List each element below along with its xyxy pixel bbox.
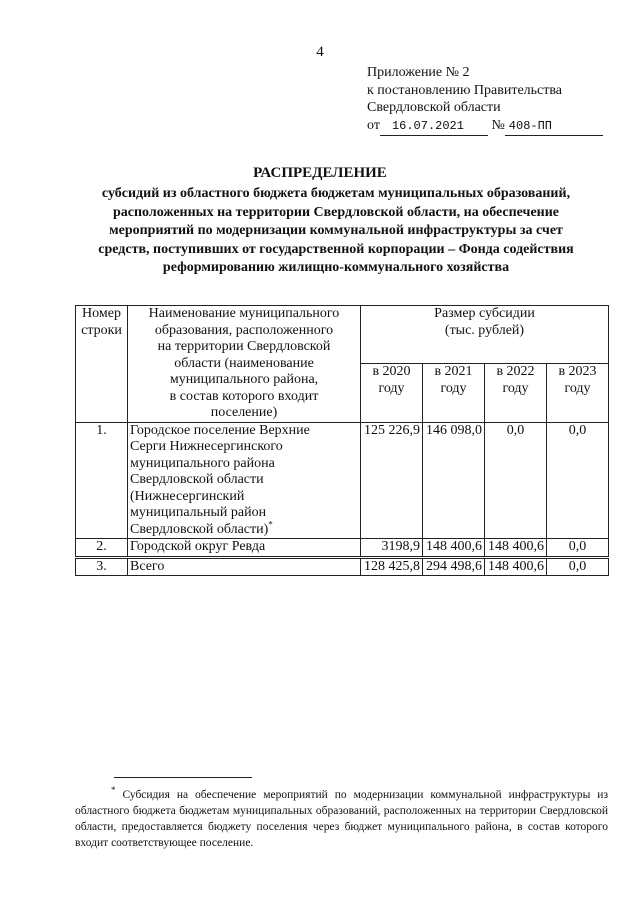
footnote-separator — [114, 777, 252, 778]
footnote-mark: * — [111, 785, 116, 796]
number-label: № — [491, 117, 505, 133]
header-municipality-name: Наименование муниципального образования, расположенного на территории Свердловской области (наименование муниципального района, в состав которого входит поселение) — [128, 306, 361, 423]
resolution-number: 408-ПП — [505, 118, 603, 137]
value-2020: 125 226,9 — [361, 422, 423, 539]
value-2022: 0,0 — [485, 422, 547, 539]
resolution-date: 16.07.2021 — [380, 118, 488, 137]
row-number: 1. — [76, 422, 128, 539]
header-year-2021: в 2021 году — [423, 364, 485, 422]
table-row — [76, 422, 609, 539]
subsidy-table — [75, 305, 609, 576]
header-row-number: Номер строки — [76, 306, 128, 423]
row-number: 3. — [76, 557, 128, 576]
appendix-line-1: Приложение № 2 — [367, 65, 470, 80]
value-2023: 0,0 — [547, 539, 609, 558]
appendix-date-number — [367, 117, 603, 137]
header-year-2020: в 2020 году — [361, 364, 423, 422]
value-2020: 128 425,8 — [361, 557, 423, 576]
row-municipality-name: Городское поселение Верхние Серги Нижнесергинского муниципального района Свердловской области (Нижнесергинский муниципальный район Свердловской области)* — [128, 422, 361, 539]
header-year-2023: в 2023 году — [547, 364, 609, 422]
subtitle-line: средств, поступивших от государственной корпорации – Фонда содействия — [98, 241, 574, 257]
value-2021: 146 098,0 — [423, 422, 485, 539]
footnote-mark: * — [268, 518, 273, 529]
subtitle-line: расположенных на территории Свердловской области, на обеспечение — [112, 204, 560, 220]
appendix-header — [367, 64, 603, 136]
subtitle-line: мероприятий по модернизации коммунальной инфраструктуры за счет — [109, 223, 563, 238]
table-row-total — [76, 557, 609, 576]
row-municipality-name: Городской округ Ревда — [128, 539, 361, 558]
table-row — [76, 539, 609, 558]
value-2021: 148 400,6 — [423, 539, 485, 558]
value-2023: 0,0 — [547, 422, 609, 539]
footnote — [75, 787, 608, 851]
row-number: 2. — [76, 539, 128, 558]
header-year-2022: в 2022 году — [485, 364, 547, 422]
value-2020: 3198,9 — [361, 539, 423, 558]
header-subsidy-amount: Размер субсидии (тыс. рублей) — [361, 306, 609, 364]
page-number: 4 — [316, 44, 324, 60]
value-2022: 148 400,6 — [485, 557, 547, 576]
appendix-line-2: к постановлению Правительства — [367, 82, 563, 98]
from-label: от — [367, 117, 380, 133]
document-title: РАСПРЕДЕЛЕНИЕ — [253, 165, 387, 181]
value-2022: 148 400,6 — [485, 539, 547, 558]
value-2023: 0,0 — [547, 557, 609, 576]
document-subtitle — [80, 185, 592, 278]
row-municipality-name: Всего — [128, 557, 361, 576]
footnote-text: Субсидия на обеспечение мероприятий по модернизации коммунальной инфраструктуры из областного бюджета бюджетам муниципальных образований, расположенных на территории Свердловской области, предоставляется бюджету поселения через бюджет муниципального района, в состав которого входит соответствующее поселение. — [75, 789, 609, 849]
subtitle-line: субсидий из областного бюджета бюджетам муниципальных образований, — [101, 186, 571, 201]
value-2021: 294 498,6 — [423, 557, 485, 576]
subtitle-line: реформированию жилищно-коммунального хозяйства — [162, 260, 510, 275]
appendix-line-3: Свердловской области — [367, 100, 501, 115]
